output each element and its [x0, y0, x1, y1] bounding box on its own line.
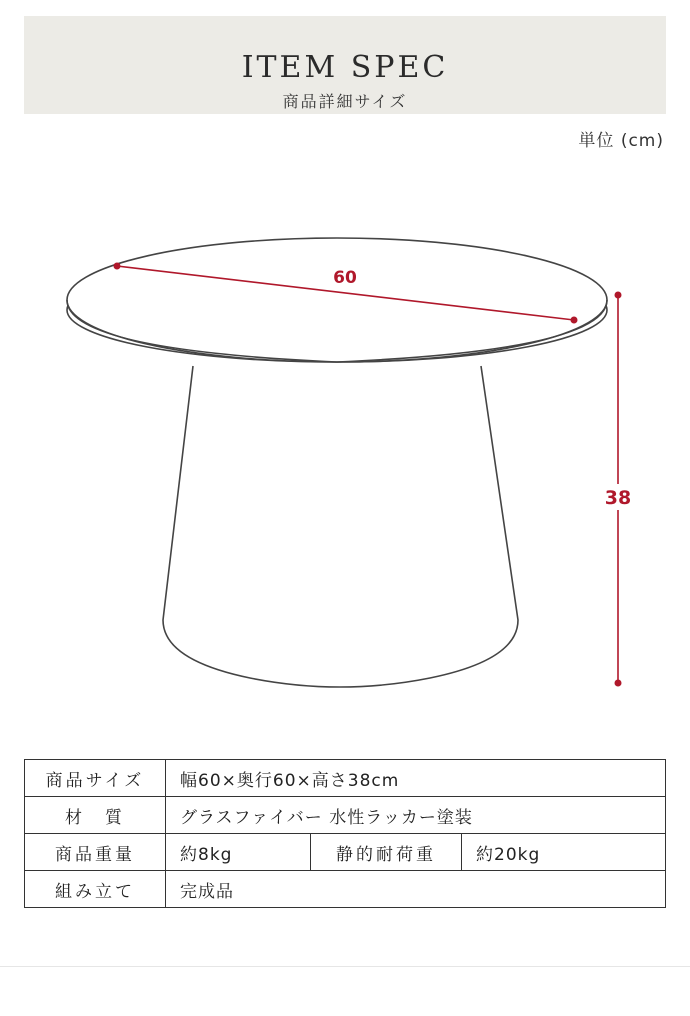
- height-endpoint-bottom: [615, 680, 622, 687]
- diameter-endpoint-right: [571, 317, 578, 324]
- diameter-endpoint-left: [114, 263, 121, 270]
- spec-value-load: 約20kg: [462, 834, 666, 871]
- divider: [0, 966, 690, 967]
- table-row: [25, 760, 666, 797]
- spec-label-weight: 商品重量: [25, 834, 166, 871]
- diameter-label: 60: [333, 268, 357, 288]
- table-row: [25, 797, 666, 834]
- spec-value-weight: 約8kg: [166, 834, 311, 871]
- table-pedestal: [163, 366, 518, 687]
- spec-value-size: 幅60×奥行60×高さ38cm: [166, 760, 666, 797]
- spec-label-material: 材 質: [25, 797, 166, 834]
- table-row: [25, 834, 666, 871]
- height-label: 38: [604, 487, 632, 509]
- spec-value-assembly: 完成品: [166, 871, 666, 908]
- spec-table: [24, 759, 666, 908]
- page-subtitle: 商品詳細サイズ: [282, 92, 408, 111]
- spec-value-material: グラスファイバー 水性ラッカー塗装: [166, 797, 666, 834]
- spec-label-load: 静的耐荷重: [311, 834, 462, 871]
- spec-label-size: 商品サイズ: [25, 760, 166, 797]
- height-endpoint-top: [615, 292, 622, 299]
- unit-label: 単位 (cm): [578, 131, 664, 151]
- page-title: ITEM SPEC: [241, 50, 449, 85]
- spec-label-assembly: 組み立て: [25, 871, 166, 908]
- table-row: [25, 871, 666, 908]
